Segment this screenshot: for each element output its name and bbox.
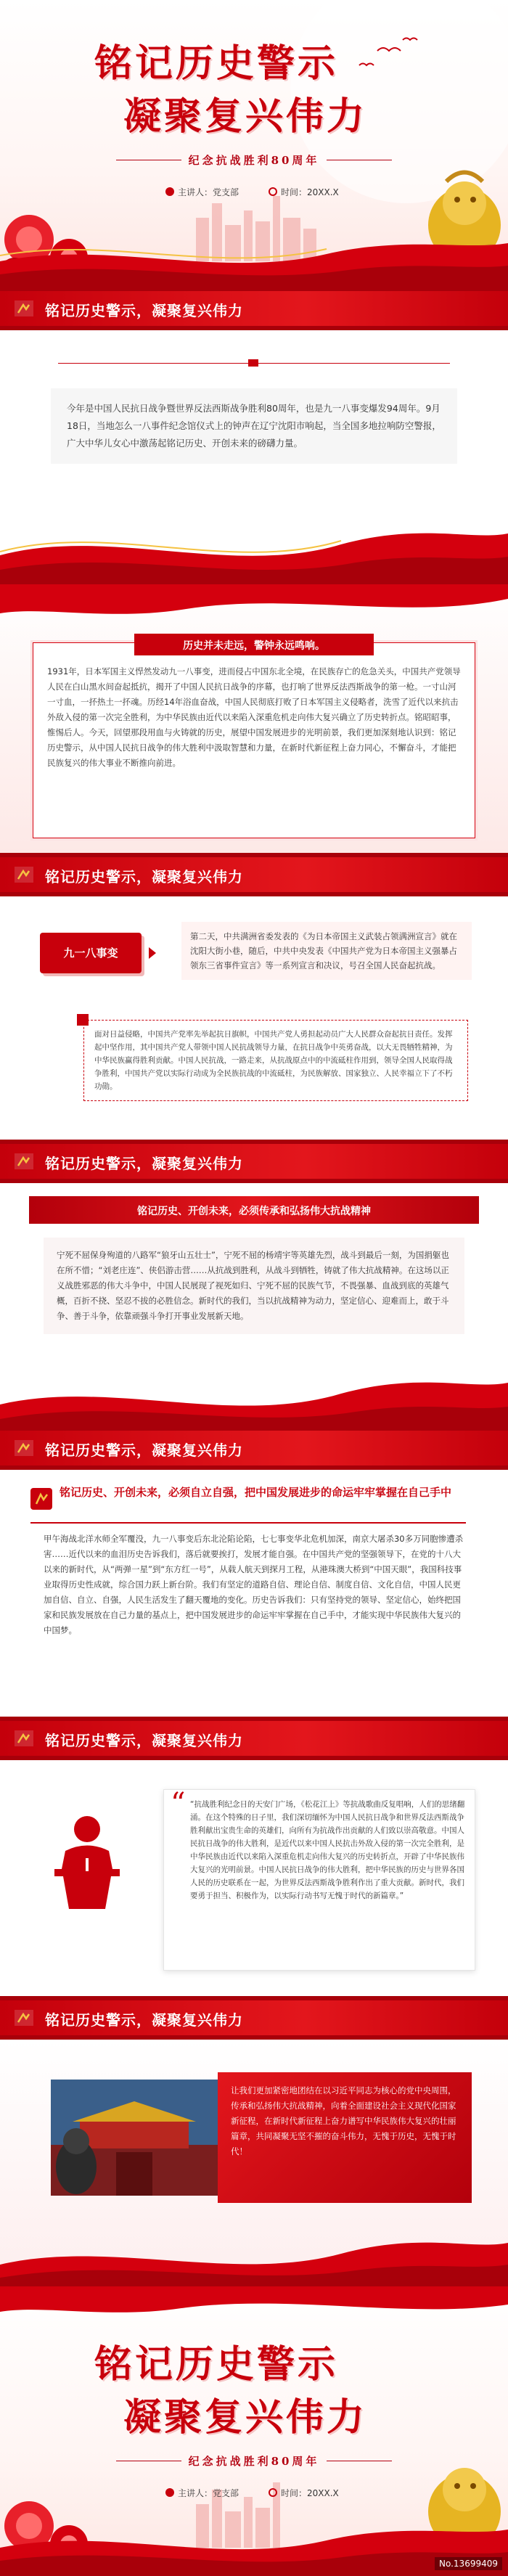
party-flag-icon xyxy=(15,2010,33,2026)
party-flag-icon xyxy=(15,1153,33,1169)
closing-speaker-label: 主讲人：党支部 xyxy=(178,2488,239,2498)
closing-subtitle: 纪念抗战胜利80周年 xyxy=(188,2455,320,2468)
clock-icon xyxy=(269,2488,277,2497)
selfreliance-text: 甲午海战北洋水师全军覆没，九一八事变后东北沦陷论陷，七七事变华北危机加深，南京大屠杀30多万同胞惨遭杀害……近代以来的血泪历史告诉我们，落后就要挨打，发展才能自强。在中国共产党的坚强领导下，在党的十八大以来的新时代，从“两弹一星”到“东方红一号”，从载人航天到探月工程，从港珠澳大桥到“中国天眼”，我国科技事业取得历史性成就，综合国力跃上新台阶。我们有坚定的道路自信、理论自信、制度自信、文化自信，中国人民更加自信、自立、自强，人民生活发生了翻天覆地的变化。历史告诉我们：只有坚持党的领导、坚定信心，始终把国家和民族发展放在自己力量的基点上，把中国发展进步的命运牢牢掌握在自己手中，才能实现中华民族伟大复兴的中国梦。 xyxy=(44,1534,464,1635)
closing-title-line2: 凝聚复兴伟力 xyxy=(123,2395,368,2440)
spirit-wave xyxy=(0,1365,508,1430)
incident-note: 面对日益侵略，中国共产党率先举起抗日旗帜，中国共产党人勇担起动员广大人民群众奋起抗日责任。发挥起中坚作用，其中国共产党人带领中国人民抗战领导力量，在抗日战争中英勇奋战，以大无畏牺牲精神，为中华民族赢得胜利贡献。中国人民抗战，一路走来，从抗战原点中的中流砥柱作用到，领导全国人民取得战争胜利，中国共产党以实际行动成为全民族抗战的中流砥柱，为民族解放、国家独立、人民幸福立下了不朽功勋。 xyxy=(83,1020,468,1101)
speech-section xyxy=(0,1760,508,2000)
incident-section xyxy=(0,896,508,1143)
tag-arrow-icon xyxy=(149,947,156,959)
spirit-text: 宁死不屈保身殉道的八路军“狼牙山五壮士”，宁死不屈的杨靖宇等英雄先烈，战斗到最后一刻，为国捐躯也在所不惜；“刘老庄连”、侠侣游击营……从抗战到胜利，从战斗到牺牲，铸就了伟大抗战精神。在这场以正义战胜邪恶的伟大斗争中，中国人民展现了视死如归、宁死不屈的民族气节，不畏强暴、血战到底的英雄气概，百折不挠、坚忍不拔的必胜信念。新时代的我们，当以抗战精神为动力，坚定信心、迎难而上，敢于斗争、善于斗争，依靠顽强斗争打开事业发展新天地。 xyxy=(44,1238,464,1334)
ribbon-title: 铭记历史警示，凝聚复兴伟力 xyxy=(45,1442,243,1459)
selfreliance-section xyxy=(0,1470,508,1720)
ribbon-header-5 xyxy=(0,1717,508,1760)
spirit-heading: 铭记历史、开创未来，必须传承和弘扬伟大抗战精神 xyxy=(137,1206,371,1217)
incident-tag-label: 九一八事变 xyxy=(63,946,118,960)
time-label: 时间：20XX.X xyxy=(281,187,339,197)
incident-tag xyxy=(40,933,142,973)
intro-section xyxy=(0,330,508,584)
spirit-section xyxy=(0,1183,508,1430)
closing-time-label: 时间：20XX.X xyxy=(281,2488,339,2498)
ribbon-header-2 xyxy=(0,853,508,896)
call-section xyxy=(0,2040,508,2286)
speaker-podium-icon xyxy=(33,1807,142,1916)
ribbon-header-4 xyxy=(0,1426,508,1470)
cover-section xyxy=(0,0,508,290)
cover-subtitle: 纪念抗战胜利80周年 xyxy=(188,154,320,167)
tiananmen-photo xyxy=(51,2080,218,2196)
note-corner-icon xyxy=(77,1014,89,1026)
cover-title-line2: 凝聚复兴伟力 xyxy=(123,94,368,139)
incident-text: 第二天，中共满洲省委发表的《为日本帝国主义武装占领满洲宣言》就在沈阳大街小巷，随后，中共中央发表《中国共产党为日本帝国主义强暴占领东三省事件宣言》等一系列宣言和决议，号召全国人民奋起抗战。 xyxy=(181,922,472,980)
clock-icon xyxy=(269,187,277,196)
speaker-icon xyxy=(165,2488,174,2497)
flag-emblem-icon xyxy=(30,1488,52,1510)
call-wave xyxy=(0,2221,508,2286)
closing-title-line1: 铭记历史警示 xyxy=(94,2342,339,2387)
ribbon-title: 铭记历史警示，凝聚复兴伟力 xyxy=(45,1732,243,1749)
closing-section xyxy=(0,2286,508,2576)
intro-text: 今年是中国人民抗日战争暨世界反法西斯战争胜利80周年，也是九一八事变爆发94周年。9月18日，当地怎么一八事件纪念馆仪式上的钟声在辽宁沈阳市响起，当全国多地拉响防空警报，广大中华儿女心中激荡起铭记历史、开创未来的磅礴力量。 xyxy=(51,388,457,464)
watermark: No.13699409 xyxy=(435,2557,502,2570)
call-text: 让我们更加紧密地团结在以习近平同志为核心的党中央周围，传承和弘扬伟大抗战精神，向着全面建设社会主义现代化国家新征程，在新时代新征程上奋力谱写中华民族伟大复兴的壮丽篇章，共同凝聚无坚不摧的奋斗伟力，无愧于历史，无愧于时代！ xyxy=(231,2085,456,2156)
selfreliance-heading: 铭记历史、开创未来，必须自立自强，把中国发展进步的命运牢牢掌握在自己手中 xyxy=(60,1486,452,1499)
ribbon-title: 铭记历史警示，凝聚复兴伟力 xyxy=(45,2011,243,2029)
ribbon-title: 铭记历史警示，凝聚复兴伟力 xyxy=(45,868,243,886)
history-text: 1931年，日本军国主义悍然发动九一八事变，进而侵占中国东北全境，在民族存亡的危急关头，中国共产党领导人民在白山黑水间奋起抵抗，揭开了中国人民抗日战争的序幕，也打响了世界反法西斯战争的第一枪。一寸山河一寸血，一抔热土一抔魂。历经14年浴血奋战，中国人民彻底打败了日本军国主义侵略者，洗雪了近代以来抗击外敌入侵的第一次完全胜利，为中华民族由近代以来陷入深重危机走向伟大复兴确立了历史转折点。铭昭昭事，惟惕后人。今天，回望那段用血与火铸就的历史，展望中国发展进步的光明前景，我们更加深刻地认识到：铭记历史警示，从中国人民抗日战争的伟大胜利中汲取智慧和力量，在新时代新征程上奋力同心，不懈奋斗，才能把民族复兴的伟大事业不断推向前进。 xyxy=(47,666,461,768)
intro-wave xyxy=(0,512,508,584)
party-flag-icon xyxy=(15,1440,33,1456)
heading-underline xyxy=(30,1522,466,1524)
history-section xyxy=(0,584,508,856)
party-flag-icon xyxy=(15,300,33,316)
speech-text: “抗战胜利纪念日的天安门广场，《松花江上》等抗战歌曲反复唱响，人们的思绪翻涌。在这个特殊的日子里，我们深切缅怀为中国人民抗日战争和世界反法西斯战争胜利献出宝贵生命的英雄们，向所有为抗战作出贡献的人们致以崇高敬意。中国人民抗日战争的伟大胜利，是近代以来中国人民抗击外敌入侵的第一次完全胜利，是中华民族由近代以来陷入深重危机走向伟大复兴的历史转折点，开辟了中华民族伟大复兴的光明前景。中国人民抗日战争的伟大胜利，把中华民族的历史与世界各国人民的历史联系在一起，为世界反法西斯战争胜利作出了重大贡献。新时代，我们要勇于担当、积极作为，以实际行动书写无愧于时代的新篇章。” xyxy=(190,1800,465,1900)
speaker-icon xyxy=(165,187,174,196)
quote-mark-icon: “ xyxy=(171,1787,186,1820)
ribbon-title: 铭记历史警示，凝聚复兴伟力 xyxy=(45,302,243,319)
ribbon-header-1 xyxy=(0,287,508,330)
party-flag-icon xyxy=(15,867,33,883)
ribbon-header-6 xyxy=(0,1996,508,2040)
history-top-wave xyxy=(0,584,508,628)
ribbon-header-3 xyxy=(0,1140,508,1183)
history-heading: 历史并未走远，警钟永远鸣响。 xyxy=(183,640,325,652)
ribbon-title: 铭记历史警示，凝聚复兴伟力 xyxy=(45,1155,243,1172)
party-flag-icon xyxy=(15,1730,33,1746)
cover-title-line1: 铭记历史警示 xyxy=(94,41,339,86)
intro-dot xyxy=(248,359,258,367)
speaker-label: 主讲人：党支部 xyxy=(178,187,239,197)
